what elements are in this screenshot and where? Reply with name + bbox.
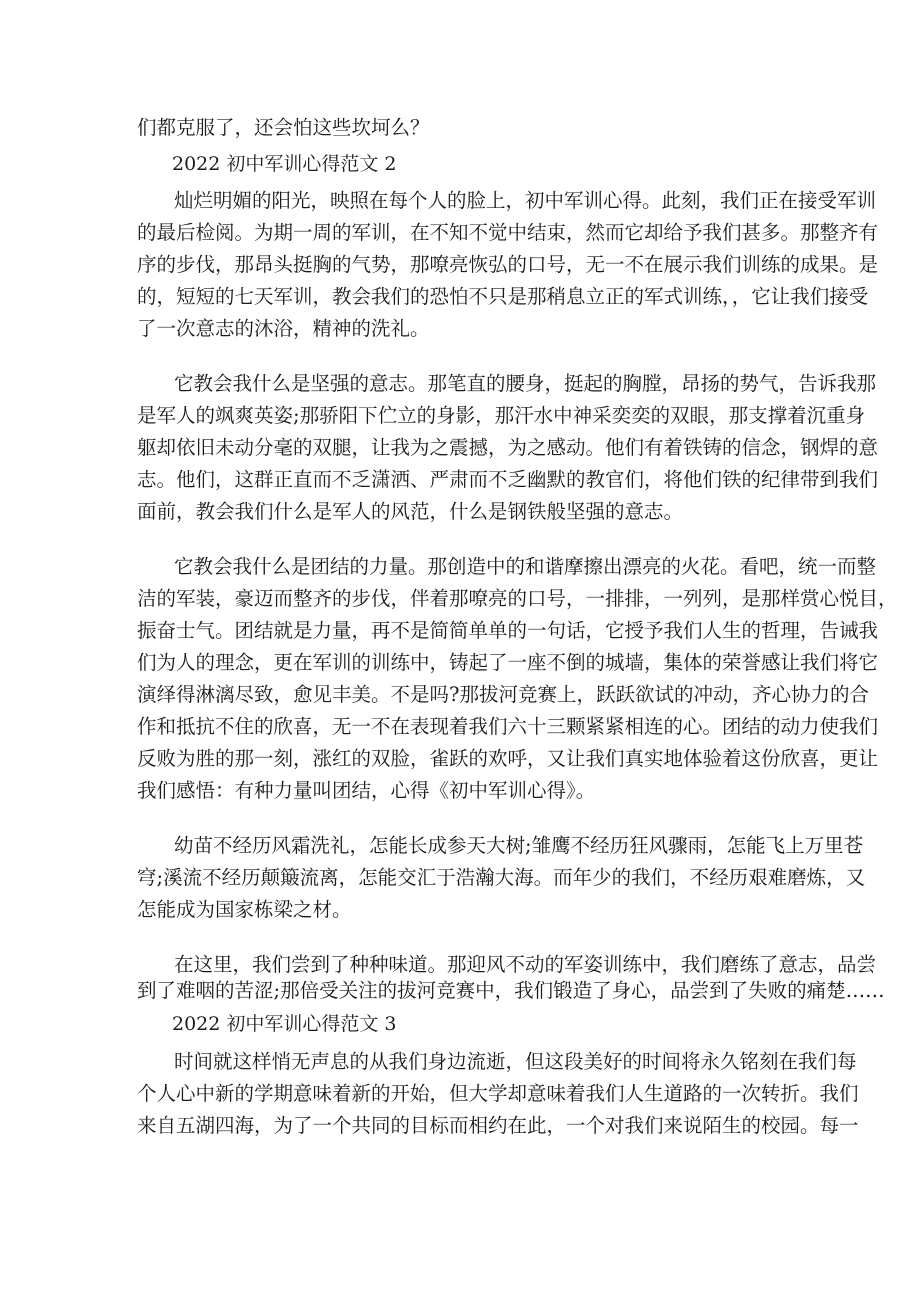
text-line: 们为人的理念，更在军训的训练中，铸起了一座不倒的城墙，集体的荣誉感让我们将它 — [137, 651, 879, 674]
text-line: 序的步伐，那昂头挺胸的气势，那嘹亮恢弘的口号，无一不在展示我们训练的成果。是 — [137, 253, 879, 276]
text-line: 幼苗不经历风霜洗礼，怎能长成参天大树;雏鹰不经历狂风骤雨，怎能飞上万里苍 — [174, 834, 864, 857]
text-line: 反败为胜的那一刻，涨红的双脸，雀跃的欢呼，又让我们真实地体验着这份欣喜，更让 — [137, 747, 879, 770]
text-line: 个人心中新的学期意味着新的开始，但大学却意味着我们人生道路的一次转折。我们 — [137, 1082, 859, 1105]
text-line: 怎能成为国家栋梁之材。 — [137, 898, 352, 921]
text-line: 它教会我什么是坚强的意志。那笔直的腰身，挺起的胸膛，昂扬的势气，告诉我那 — [174, 372, 877, 395]
text-line: 到了难咽的苦涩;那倍受关注的拔河竞赛中，我们锻造了身心，品尝到了失败的痛楚…… — [137, 979, 885, 1002]
text-line: 了一次意志的沐浴，精神的洗礼。 — [137, 317, 430, 340]
text-line: 振奋士气。团结就是力量，再不是简简单单的一句话，它授予我们人生的哲理，告诫我 — [137, 619, 879, 642]
text-line: 们都克服了，还会怕这些坎坷么？ — [137, 116, 430, 139]
text-line: 它教会我什么是团结的力量。那创造中的和谐摩擦出漂亮的火花。看吧，统一而整 — [174, 555, 877, 578]
text-line: 灿烂明媚的阳光，映照在每个人的脸上，初中军训心得。此刻，我们正在接受军训 — [174, 189, 877, 212]
text-line: 演绎得淋漓尽致，愈见丰美。不是吗?那拔河竞赛上，跃跃欲试的冲动，齐心协力的合 — [137, 683, 869, 706]
text-line: 的最后检阅。为期一周的军训，在不知不觉中结束，然而它却给予我们甚多。那整齐有 — [137, 221, 879, 244]
text-line: 我们感悟：有种力量叫团结，心得《初中军训心得》。 — [137, 779, 596, 802]
text-line: 的，短短的七天军训，教会我们的恐怕不只是那稍息立正的军式训练，，它让我们接受 — [137, 285, 869, 308]
section-heading: 2022 初中军训心得范文 2 — [172, 153, 397, 175]
text-line: 穹;溪流不经历颠簸流离，怎能交汇于浩瀚大海。而年少的我们，不经历艰难磨炼，又 — [137, 866, 866, 889]
text-line: 是军人的飒爽英姿;那骄阳下伫立的身影，那汗水中神采奕奕的双眼，那支撑着沉重身 — [137, 404, 866, 427]
text-line: 作和抵抗不住的欣喜，无一不在表现着我们六十三颗紧紧相连的心。团结的动力使我们 — [137, 715, 879, 738]
text-line: 面前，教会我们什么是军人的风范，什么是钢铁般坚强的意志。 — [137, 500, 684, 523]
text-line: 时间就这样悄无声息的从我们身边流逝，但这段美好的时间将永久铭刻在我们每 — [174, 1050, 857, 1073]
text-line: 躯却依旧未动分毫的双腿，让我为之震撼，为之感动。他们有着铁铸的信念，钢焊的意 — [137, 436, 879, 459]
section-heading: 2022 初中军训心得范文 3 — [172, 1013, 397, 1035]
text-line: 在这里，我们尝到了种种味道。那迎风不动的军姿训练中，我们磨练了意志，品尝 — [174, 953, 877, 976]
text-line: 来自五湖四海，为了一个共同的目标而相约在此，一个对我们来说陌生的校园。每一 — [137, 1114, 859, 1137]
text-line: 洁的军装，豪迈而整齐的步伐，伴着那嘹亮的口号，一排排，一列列，是那样赏心悦目， — [137, 587, 898, 610]
text-line: 志。他们，这群正直而不乏潇洒、严肃而不乏幽默的教官们，将他们铁的纪律带到我们 — [137, 468, 879, 491]
